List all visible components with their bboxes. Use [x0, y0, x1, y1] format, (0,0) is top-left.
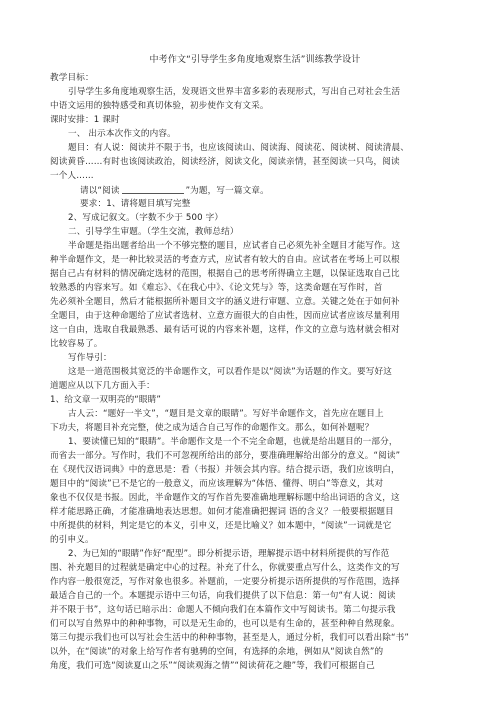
section-heading: 1、给文章一双明亮的“眼睛” [50, 395, 162, 405]
paragraph-line: 以外，在“阅读”的对象上给写作者有驰骋的空间，有选择的余地，例如从“阅读自然”的 [50, 647, 384, 657]
paragraph-line: 1、要读懂已知的“眼睛”。半命题作文是一个不完全命题，也就是给出题目的一部分， [68, 437, 398, 447]
prompt-suffix: ”为题，写一篇文章。 [185, 186, 269, 196]
paragraph-line: 这一自由，选取自我最熟悉、最有话可说的内容来补题，这样，作文的立意与选材就会相对 [50, 325, 400, 335]
paragraph-line: 样才能思路正确，才能准确地表达思想。如何才能准确把握词 语的含义？一般要根据题目 [50, 507, 394, 517]
paragraph-line: 课时安排：1 课时 [50, 115, 120, 125]
paragraph-line: 较熟悉的内容来写。如《难忘》、《在我心中》、《论文凭与》等，这类命题在写作时，首 [50, 283, 383, 293]
paragraph-line: 先必须补全题目，然后才能根据所补题目文字的涵义进行审题、立意。关键之处在于如何补 [50, 297, 400, 307]
paragraph-line: 2、写成记叙文。（字数不少于 500 字） [68, 213, 224, 223]
paragraph-line: 全题目，由于这种命题给了应试者选材、立意方面很大的自由性，因而应试者应该尽量利用 [50, 311, 400, 321]
section-heading: 教学目标： [50, 73, 94, 83]
paragraph-line: 中语文运用的独特感受和真切体验，初步使作文有文采。 [50, 101, 269, 111]
prompt-prefix: 请以“阅读 [80, 186, 120, 196]
paragraph-line: 作内容一般很宽泛，写作对象也很多。补题前，一定要分析提示语所提供的写作范围，选择 [50, 577, 400, 587]
paragraph-line: 围、补充题目的过程就是确定中心的过程。补充了什么，你就要重点写什么，这类作文的写 [50, 563, 400, 573]
paragraph-line: 阅读黄昏……有时也该阅读政治，阅读经济，阅读文化，阅读亲情，甚至阅读一只鸟，阅读 [50, 157, 400, 167]
paragraph-line: 象也不仅仅是书报。因此，半命题作文的写作首先要准确地理解标题中给出词语的含义，这 [50, 493, 400, 503]
paragraph-line: 们可以写自然界中的种种事物，可以是无生命的，也可以是有生命的，甚至种种自然现象。 [50, 619, 400, 629]
paragraph-line: 要求：1、请将题目填写完整 [80, 199, 191, 209]
paragraph-line: 题目中的“阅读”已不是它的一般意义，而应该理解为“体悟、懂得、明白”等意义，其对 [50, 479, 384, 489]
section-heading: 一、 出示本次作文的内容。 [68, 129, 176, 139]
paragraph-line: 下功夫，将题目补充完整，使之成为适合自己写作的命题作文。那么，如何补题呢？ [50, 423, 374, 433]
prompt-line [50, 184, 452, 197]
paragraph-line: 古人云：“题好一半文”，“题目是文章的眼睛”。写好半命题作文，首先应在题目上 [68, 409, 384, 419]
paragraph-line: 道题应从以下几方面入手： [50, 381, 155, 391]
paragraph-line: 第三句提示我们也可以写社会生活中的种种事物，甚至是人，通过分析，我们可以看出除“书” [50, 633, 409, 643]
paragraph-line: 并不限于书”，这句话已暗示出：命题人不倾向我们在本篇作文中写阅读书。第二句提示我 [50, 605, 396, 615]
section-heading: 二、引导学生审题。（学生交流，教师总结） [68, 227, 239, 237]
paragraph-line: 引导学生多角度地观察生活，发现语文世界丰富多彩的表现形式，写出自己对社会生活 [68, 87, 401, 97]
paragraph-line: 2、为已知的“眼睛”作好“配型”。即分析提示语，理解提示语中材料所提供的写作范 [68, 549, 390, 559]
section-heading: 写作导引： [68, 353, 112, 363]
paragraph-line: 而省去一部分。写作时，我们不可忽视所给出的部分，要准确理解给出部分的意义。“阅读” [50, 451, 401, 461]
paragraph-line: 种半命题作文，是一种比较灵活的考查方式，应试者有较大的自由。应试者在考场上可以根 [50, 255, 400, 265]
paragraph-line: 这是一道范围极其宽泛的半命题作文，可以看作是以“阅读”为话题的作文。要写好这 [68, 367, 392, 377]
document-title: 中考作文“引导学生多角度地观察生活”训练教学设计 [149, 55, 361, 65]
paragraph-line: 题目：有人说：阅读并不限于书，也应该阅读山、阅读海、阅读花、阅读树、阅读清晨、 [68, 143, 410, 153]
paragraph-line: 比较容易了。 [50, 339, 103, 349]
paragraph-line: 中所提供的材料，判定是它的本义，引申义，还是比喻义？如本题中，“阅读”一词就是它 [50, 521, 392, 531]
paragraph-line: 半命题是指出题者给出一个不够完整的题目，应试者自己必须先补全题目才能写作。这 [68, 241, 401, 251]
paragraph-line: 的引申义。 [50, 535, 94, 545]
fill-in-blank [122, 184, 184, 194]
paragraph-line: 角度，我们可选“阅读夏山之乐”“阅读观海之情”“阅读荷花之趣”等，我们可根据自己 [50, 661, 375, 671]
paragraph-line: 在《现代汉语词典》中的意思是：看（书报）并领会其内容。结合提示语，我们应该明白， [50, 465, 400, 475]
paragraph-line: 一个人…… [50, 171, 94, 181]
paragraph-line: 据自己占有材料的情况确定选材的范围，根据自己的思考所得确立主题，以保证选取自己比 [50, 269, 400, 279]
paragraph-line: 最适合自己的一个。本题提示语中三句话，向我们提供了以下信息：第一句“有人说：阅读 [50, 591, 396, 601]
